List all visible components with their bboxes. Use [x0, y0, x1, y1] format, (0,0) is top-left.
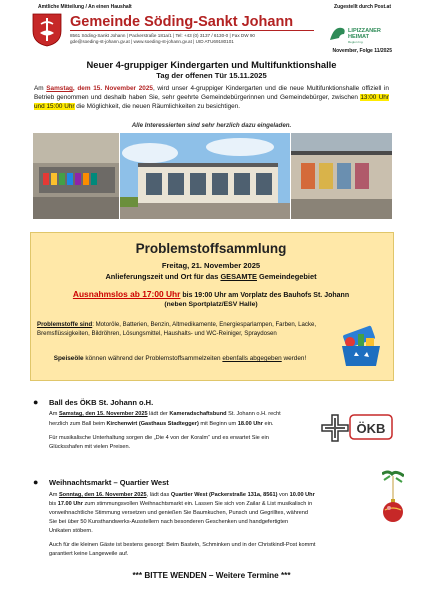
header-divider [70, 30, 314, 31]
market-l1-time: 10.00 Uhr [289, 492, 315, 498]
foot-end: werden! [281, 355, 307, 362]
market-line-5: Unikaten stöbern. [49, 528, 93, 534]
recycling-bin-icon [336, 320, 386, 368]
ball-line-4: Glücksshafen mit vielen Preisen. [49, 444, 131, 450]
address-line-2: gde@soeding-st-johann.gv.at | www.soeding-st-johann.gv.at | UID ATU69180101 [70, 39, 234, 44]
ball-l1-date: Samstag, den 15. November 2025 [58, 411, 148, 417]
foot-bold: Speiseöle [53, 355, 84, 362]
issue-label: November, Folge 11/2025 [332, 48, 392, 54]
logo-text-1: LIPIZZANER [348, 28, 381, 34]
ball-l1-pre: Am [49, 411, 59, 417]
p1-suffix: die Möglichkeit, die neuen Räumlichkeiten zu besichtigen. [74, 102, 241, 110]
list-text: : Motoröle, Batterien, Benzin, Altmedikamente, Energiesparlampen, Farben, Lacke, Bremsflüssigkeiten, Bildröhren, Lösungsmittel, Haushalts- und WC-Reiniger, Spraydosen [37, 321, 317, 338]
market-bullet: ● [33, 477, 39, 487]
p1-mid: , wird unser 4-gruppiger Kindergarten und die neue Multifunktionshalle offiziell in Betrieb genommen und deshalb haben Sie, sehr geehrte Gemeindebürgerinnen und Gemeindebürger, zwischen [34, 85, 389, 101]
market-l1-mid2: von [277, 492, 290, 498]
market-line-2 [49, 500, 384, 509]
ball-l1-rest: St. Johann o.H. recht [226, 411, 281, 417]
coat-of-arms-icon [32, 13, 62, 47]
photo-kindergarten-building [120, 133, 290, 219]
market-l2-pre: bis [49, 501, 58, 507]
line-post: Gemeindegebiet [256, 272, 317, 281]
market-l2-rest: zum stimmungsvollen Weihnachtsmarkt ein. Lassen Sie sich von Zailar & List musikalisch in [82, 501, 313, 507]
p1-prefix: Am [34, 85, 47, 92]
logo-text-2: HEIMAT [348, 34, 370, 40]
lipizzaner-heimat-logo [328, 22, 390, 46]
ball-l1-mid: lädt der [147, 411, 170, 417]
problemstoff-location-line [30, 272, 392, 281]
article-tagline: Alle Interessierten sind sehr herzlich dazu eingeladen. [131, 122, 292, 129]
ball-l2-time: 18.00 Uhr [237, 421, 263, 427]
ball-l2-end: ein. [262, 421, 274, 427]
problemstoff-place: (neben Sportplatz/ESV Halle) [164, 301, 258, 308]
time-red: Ausnahmslos ab 17:00 Uhr [72, 289, 181, 299]
article-paragraph [34, 85, 389, 111]
okb-cross-icon [320, 413, 350, 443]
town-title: Gemeinde Söding-Sankt Johann [70, 14, 294, 30]
christmas-bauble-icon [382, 470, 404, 526]
market-title: Weihnachtsmarkt – Quartier West [49, 478, 169, 487]
p1-date-rest: , dem 15. November 2025 [72, 85, 153, 92]
delivery-note-left: Amtliche Mitteilung / An einen Haushalt [38, 4, 132, 10]
market-line-3: vorweihnachtliche Stimmung versetzen und genießen Sie Baumkuchen, Punsch und Gegrilltes, während [49, 510, 309, 516]
address-line-1: 8561 Söding-Sankt Johann | Packerstraße 181a/1 | Tel: +43 (0) 3137 / 6130-0 | Fax DW 90 [70, 33, 255, 38]
photo-multifunction-hall [291, 133, 392, 219]
problemstoff-footnote [30, 354, 330, 363]
p1-date: Samstag [46, 85, 73, 92]
ball-l2-bold: Kirchenwirt (Gasthaus Stadtegger) [106, 421, 199, 427]
time-rest: bis 19:00 Uhr am Vorplatz des Bauhofs St. Johann [180, 292, 350, 299]
ball-line-2 [49, 420, 319, 429]
ball-l2-pre: herzlich zum Ball beim [49, 421, 107, 427]
market-l1-mid: , lädt das [146, 492, 171, 498]
photo-kindergarten-wall [33, 133, 119, 219]
footer-note: *** BITTE WENDEN – Weitere Termine *** [132, 571, 291, 580]
foot-mid: können während der Problemstoffsammelzeiten [83, 355, 223, 362]
problemstoff-title: Problemstoffsammlung [135, 241, 287, 256]
foot-underlined: ebenfalls abgegeben [222, 355, 282, 362]
market-l1-bold: Quartier West (Packerstraße 131a, 8561) [170, 492, 278, 498]
ball-line-1 [49, 410, 319, 419]
ball-line-3: Für musikalische Unterhaltung sorgen die „Die 4 von der Koralm“ und es erwartet Sie ein [49, 435, 269, 441]
problemstoff-date: Freitag, 21. November 2025 [161, 261, 261, 270]
market-l1-pre: Am [49, 492, 59, 498]
line-underlined: GESAMTE [220, 272, 257, 281]
market-line-7: garantiert keine Langeweile auf. [49, 551, 129, 557]
ball-l1-bold: Kameradschaftsbund [169, 411, 227, 417]
p1-time-highlight: 13:00 Uhr und 15:00 Uhr [34, 93, 389, 110]
okb-logo-text: ÖKB [356, 421, 386, 436]
ball-l2-mid: mit Beginn um [198, 421, 238, 427]
article-subheading: Tag der offenen Tür 15.11.2025 [156, 71, 267, 80]
market-line-1 [49, 491, 384, 500]
article-heading: Neuer 4-gruppiger Kindergarten und Multifunktionshalle [86, 59, 337, 70]
market-l2-time: 17.00 Uhr [57, 501, 83, 507]
ball-title: Ball des ÖKB St. Johann o.H. [49, 398, 154, 407]
delivery-note-right: Zugestellt durch Post.at [334, 4, 391, 10]
market-line-6: Auch für die kleinen Gäste ist bestens gesorgt: Beim Basteln, Schminken und in der Christkindl-Post kommt [49, 542, 316, 548]
okb-logo [349, 412, 393, 442]
market-line-4: Sie bei über 50 Kunsthandwerks-Ausstellern nach besonderen Geschenken und handgefertigten [49, 519, 289, 525]
problemstoff-time [30, 289, 392, 299]
logo-text-3: Region Ing. [348, 40, 364, 44]
market-l1-date: Sonntag, den 16. November 2025 [58, 492, 147, 498]
ball-bullet: ● [33, 397, 39, 407]
problemstoff-list [37, 320, 337, 338]
line-pre: Anlieferungszeit und Ort für das [105, 272, 221, 281]
list-label: Problemstoffe sind [37, 321, 93, 328]
